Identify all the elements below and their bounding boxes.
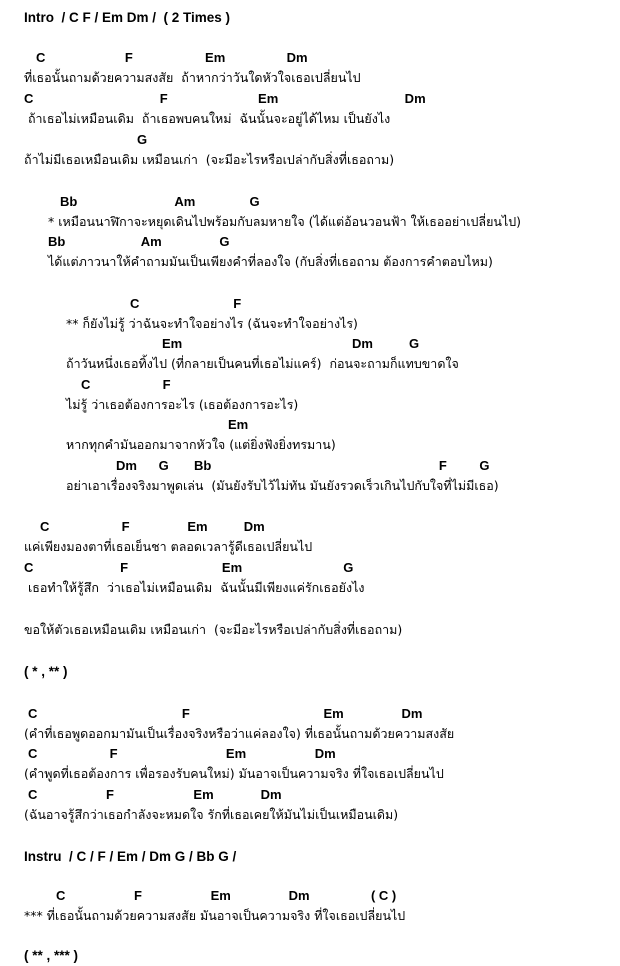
chord-line: Dm G Bb F G	[116, 458, 490, 473]
intro-line: Intro / C F / Em Dm / ( 2 Times )	[24, 10, 231, 25]
lyric-line: ไม่รู้ ว่าเธอต้องการอะไร (เธอต้องการอะไร)	[66, 397, 299, 412]
lyric-line: (ฉันอาจรู้สึกว่าเธอกำลังจะหมดใจ รักที่เธอเคยให้มันไม่เป็นเหมือนเดิม)	[24, 807, 399, 822]
lyric-line: ถ้าไม่มีเธอเหมือนเดิม เหมือนเก่า (จะมีอะไรหรือเปล่ากับสิ่งที่เธอถาม)	[24, 152, 395, 167]
chord-line: C F Em Dm	[28, 787, 282, 802]
lyric-line: ได้แต่ภาวนาให้คำถามมันเป็นเพียงคำที่ลองใจ (กับสิ่งที่เธอถาม ต้องการคำตอบไหม)	[48, 254, 493, 269]
lyric-line: ขอให้ตัวเธอเหมือนเดิม เหมือนเก่า (จะมีอะไรหรือเปล่ากับสิ่งที่เธอถาม)	[24, 622, 403, 637]
lyric-line: ถ้าเธอไม่เหมือนเดิม ถ้าเธอพบคนใหม่ ฉันนั้นจะอยู่ได้ไหม เป็นยังไง	[24, 111, 391, 126]
lyric-line: ถ้าวันหนึ่งเธอทิ้งไป (ที่กลายเป็นคนที่เธอไม่แคร์) ก่อนจะถามก็แทบขาดใจ	[66, 356, 459, 371]
lyric-line: ที่เธอนั้นถามด้วยความสงสัย ถ้าหากว่าวันใดหัวใจเธอเปลี่ยนไป	[24, 70, 361, 85]
chord-line: C F Em Dm	[40, 519, 265, 534]
repeat-marker: ( ** , *** )	[24, 948, 79, 963]
lyric-line: หากทุกคำมันออกมาจากหัวใจ (แต่ยิ่งฟังยิ่งทรมาน)	[66, 437, 336, 452]
lyric-line: (คำพูดที่เธอต้องการ เพื่อรองรับคนใหม่) มันอาจเป็นความจริง ที่ใจเธอเปลี่ยนไป	[24, 766, 444, 781]
chord-line: C F	[81, 377, 171, 392]
lyric-line: *** ที่เธอนั้นถามด้วยความสงสัย มันอาจเป็นความจริง ที่ใจเธอเปลี่ยนไป	[24, 908, 406, 923]
chord-line: C F Em Dm	[36, 50, 308, 65]
lyric-line: อย่าเอาเรื่องจริงมาพูดเล่น (มันยังรับไว้ไม่ทัน มันยังรวดเร็วเกินไปกับใจที่ไม่มีเธอ)	[66, 478, 499, 493]
chord-line: C F Em Dm	[28, 746, 336, 761]
lyric-line: * เหมือนนาฬิกาจะหยุดเดินไปพร้อมกับลมหายใจ (ได้แต่อ้อนวอนฟ้า ให้เธออย่าเปลี่ยนไป)	[48, 214, 522, 229]
chord-line: C F	[130, 296, 242, 311]
lyric-line: (คำที่เธอพูดออกมามันเป็นเรื่องจริงหรือว่าแค่ลองใจ) ที่เธอนั้นถามด้วยความสงสัย	[24, 726, 455, 741]
chord-line: Em Dm G	[162, 336, 420, 351]
lyric-line: แค่เพียงมองตาที่เธอเย็นชา ตลอดเวลารู้ดีเธอเปลี่ยนไป	[24, 539, 313, 554]
chord-line: Bb Am G	[60, 194, 260, 209]
chord-line: Bb Am G	[48, 234, 230, 249]
instru-line: Instru / C / F / Em / Dm G / Bb G /	[24, 849, 237, 864]
lyric-line: ** ก็ยังไม่รู้ ว่าฉันจะทำใจอย่างไร (ฉันจะทำใจอย่างไร)	[66, 316, 358, 331]
chord-line: C F Em G	[24, 560, 354, 575]
repeat-marker: ( * , ** )	[24, 664, 68, 679]
chord-line: Em	[228, 417, 249, 432]
chord-line: G	[137, 132, 148, 147]
chord-line: C F Em Dm	[28, 706, 423, 721]
lyric-line: เธอทำให้รู้สึก ว่าเธอไม่เหมือนเดิม ฉันนั้นมีเพียงแค่รักเธอยังไง	[24, 580, 365, 595]
chord-line: C F Em Dm ( C )	[56, 888, 397, 903]
chord-line: C F Em Dm	[24, 91, 426, 106]
